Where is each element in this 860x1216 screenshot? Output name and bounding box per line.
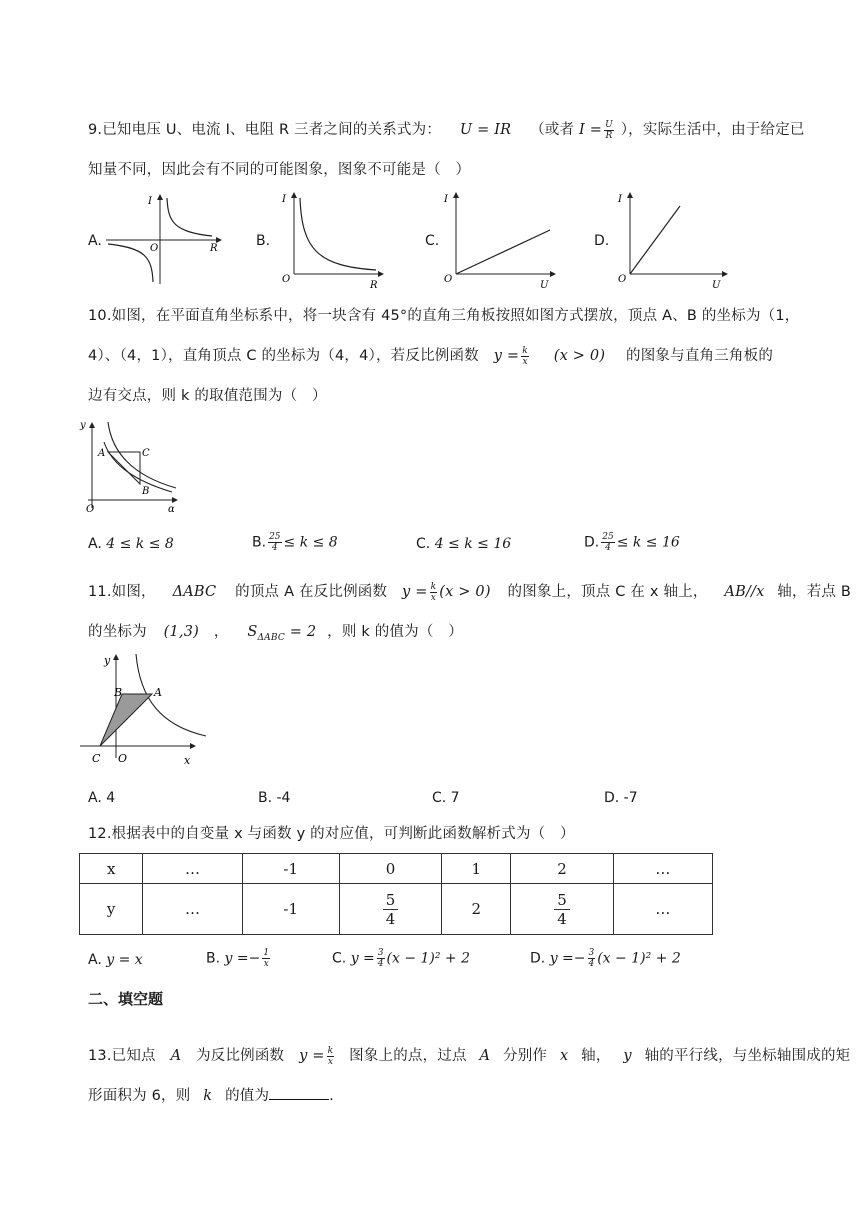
q10-option-d: D. $\frac{25}{4}$ ≤ k ≤ 16 xyxy=(584,532,680,553)
q9-graph-d xyxy=(614,188,734,288)
table-cell: y xyxy=(80,884,143,935)
q9a-origin: O xyxy=(150,243,159,254)
table-cell: … xyxy=(613,884,712,935)
svg-text:U: U xyxy=(540,280,549,288)
q9-option-a-label: A. xyxy=(88,233,102,249)
q13-line2: 形面积为 6，则 k 的值为 . xyxy=(88,1084,334,1105)
q13-line1: 13.已知点 A 为反比例函数 y = $\frac{k}{x}$ 图象上的点，过点 A 分别作 x 轴， y 轴的平行线，与坐标轴围成的矩 xyxy=(88,1045,851,1067)
q9-graph-c xyxy=(440,188,560,288)
svg-text:y: y xyxy=(104,654,111,667)
table-cell: x xyxy=(80,854,143,884)
svg-text:O: O xyxy=(118,752,128,765)
table-row xyxy=(80,854,713,884)
q12-line1: 12.根据表中的自变量 x 与函数 y 的对应值，可判断此函数解析式为（ ） xyxy=(88,826,575,842)
q10-option-b: B. $\frac{25}{4}$ ≤ k ≤ 8 xyxy=(252,532,338,553)
svg-text:B: B xyxy=(114,686,123,699)
answer-blank[interactable] xyxy=(269,1085,329,1100)
svg-text:O: O xyxy=(618,274,627,285)
table-cell: -1 xyxy=(242,884,339,935)
svg-text:I: I xyxy=(618,194,622,205)
table-row xyxy=(80,884,713,935)
q9a-axis-i: I xyxy=(148,196,152,207)
table-cell: -1 xyxy=(242,854,339,884)
q9-option-c-label: C. xyxy=(425,233,440,249)
q9-formula-2: I = $\frac{U}{R}$ xyxy=(579,119,613,141)
svg-text:O: O xyxy=(282,274,291,285)
q11-option-b: B. -4 xyxy=(258,790,291,806)
table-cell: … xyxy=(143,884,242,935)
svg-text:x: x xyxy=(184,754,191,767)
q11-line1: 11.如图， ΔABC 的顶点 A 在反比例函数 y = $\frac{k}{x}$ (x > 0) 的图象上，顶点 C 在 x 轴上， AB//x 轴，若点 B xyxy=(88,581,852,603)
svg-text:U: U xyxy=(712,280,721,288)
q9-formula-1: U = IR xyxy=(459,122,512,138)
q11-option-a: A. 4 xyxy=(88,790,116,806)
q10-line1: 10.如图，在平面直角坐标系中，将一块含有 45°的直角三角板按照如图方式摆放，顶点 A、B 的坐标为（1， xyxy=(88,308,800,324)
svg-text:y: y xyxy=(80,420,86,431)
table-cell: … xyxy=(613,854,712,884)
q11-line2: 的坐标为 (1,3) ， $S_{\Delta ABC} = 2$ ，则 k 的值为（ ） xyxy=(88,624,463,643)
q9-graph-a xyxy=(104,192,226,286)
svg-text:A: A xyxy=(154,686,162,699)
q9-line1: 9.已知电压 U、电流 I、电阻 R 三者之间的关系式为： U = IR （或者 I = $\frac{U}{R}$ ），实际生活中，由于给定已 xyxy=(88,119,805,141)
svg-text:O: O xyxy=(444,274,453,285)
table-cell: … xyxy=(143,854,242,884)
q11-figure xyxy=(78,650,210,770)
q12-option-c: C. y = $\frac{3}{4}$ (x − 1)² + 2 xyxy=(332,948,471,969)
q10-figure xyxy=(76,418,182,514)
table-cell: 0 xyxy=(339,854,441,884)
q9a-axis-r: R xyxy=(210,243,218,254)
table-cell: 1 xyxy=(442,854,511,884)
svg-text:C: C xyxy=(92,752,101,765)
q12-option-d: D. y =− $\frac{3}{4}$ (x − 1)² + 2 xyxy=(530,948,681,969)
q9-option-d-label: D. xyxy=(594,233,610,249)
table-cell: 2 xyxy=(511,854,613,884)
svg-text:R: R xyxy=(370,280,378,288)
section-heading: 二、填空题 xyxy=(88,990,164,1008)
svg-text:A: A xyxy=(98,448,106,459)
svg-text:B: B xyxy=(142,486,150,497)
q10-option-a: A. 4 ≤ k ≤ 8 xyxy=(88,536,174,552)
q12-option-a: A. y = x xyxy=(88,952,143,968)
svg-text:I: I xyxy=(282,194,286,205)
q10-line3: 边有交点，则 k 的取值范围为（ ） xyxy=(88,388,327,404)
q9-line2: 知量不同，因此会有不同的可能图象，图象不可能是（ ） xyxy=(88,162,471,178)
table-cell: $\frac{5}{4}$ xyxy=(511,884,613,935)
q9-graph-b xyxy=(278,188,388,288)
svg-text:I: I xyxy=(444,194,448,205)
q9-option-b-label: B. xyxy=(256,233,271,249)
svg-text:α: α xyxy=(168,504,175,514)
q10-line2: 4）、（4，1），直角顶点 C 的坐标为（4，4），若反比例函数 y = $\frac{k}{x}$ (x > 0) 的图象与直角三角板的 xyxy=(88,345,774,367)
table-cell: $\frac{5}{4}$ xyxy=(339,884,441,935)
q12-option-b: B. y =− $\frac{1}{x}$ xyxy=(206,948,270,969)
svg-text:O: O xyxy=(86,504,95,514)
q11-option-d: D. -7 xyxy=(604,790,638,806)
q11-option-c: C. 7 xyxy=(432,790,460,806)
value-table xyxy=(79,853,713,935)
table-cell: 2 xyxy=(442,884,511,935)
q10-option-c: C. 4 ≤ k ≤ 16 xyxy=(416,536,512,552)
svg-text:C: C xyxy=(142,448,150,459)
